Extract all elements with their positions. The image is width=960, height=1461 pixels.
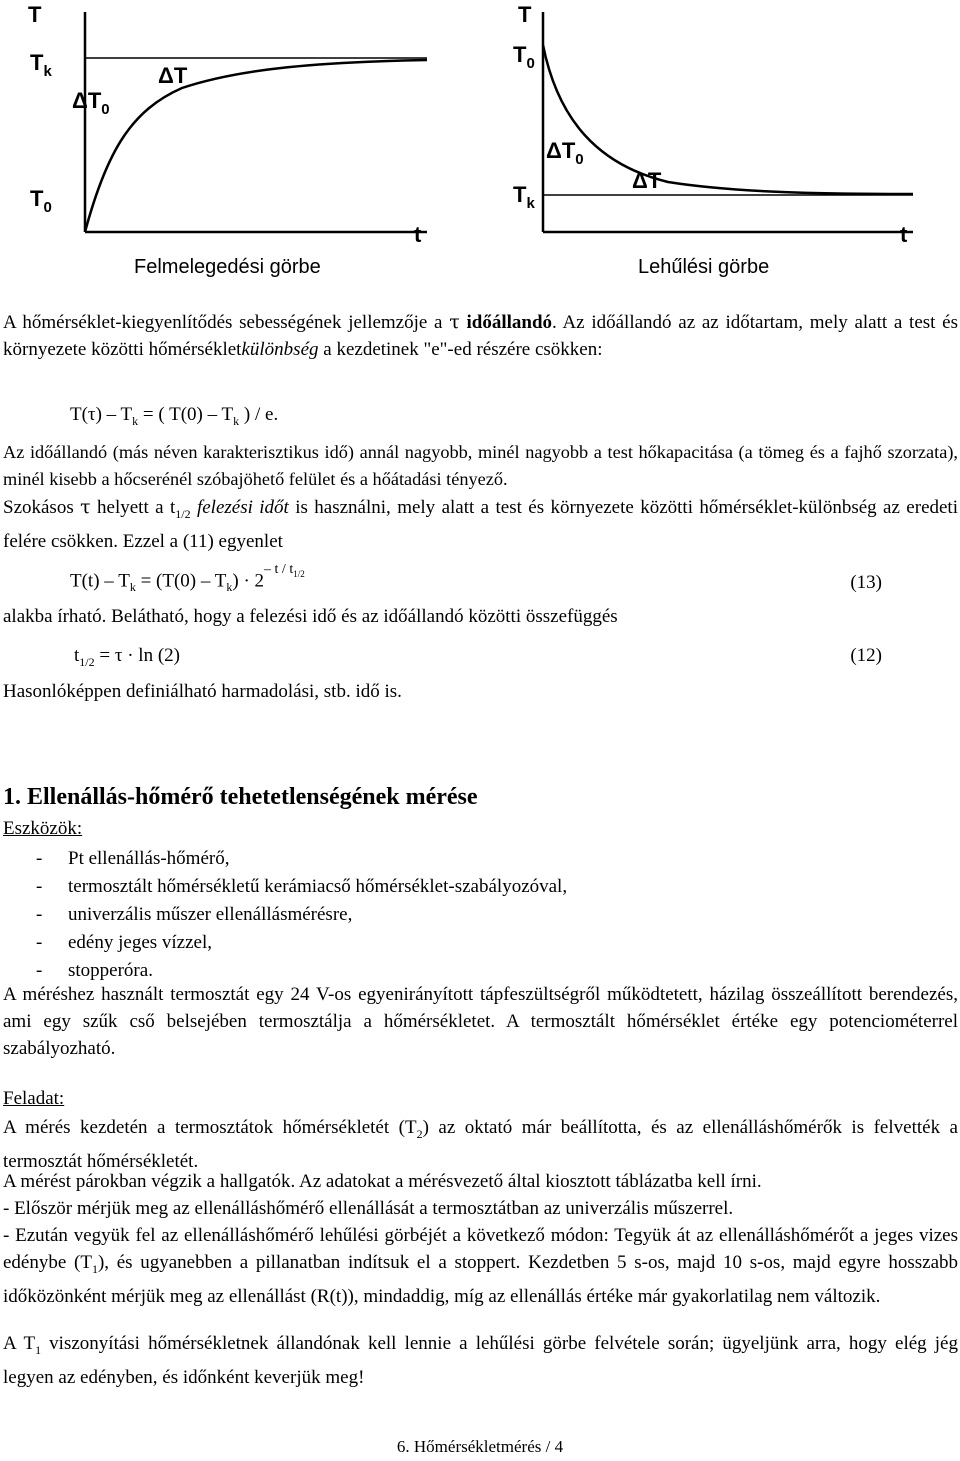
heating-label-Tk: $T_k$ (30, 50, 52, 80)
cooling-label-Tk: $T_k$ (513, 182, 535, 212)
equation-12-number: (12) (850, 645, 882, 666)
task-label: Feladat: (3, 1088, 65, 1109)
heating-curve-graph (22, 0, 442, 250)
paragraph-similar: Hasonlóképpen definiálható harmadolási, stb. idő is. (3, 681, 402, 702)
page-footer: 6. Hőmérsékletmérés / 4 (396, 1437, 564, 1456)
heating-axis-t: t (414, 222, 422, 247)
cooling-curve (543, 45, 913, 194)
paragraph-task-start: A mérés kezdetén a termosztátok hőmérsékletét $(T_2)$ az oktató már beállította, és az ellenálláshőmérők is felvették a termosztát hőmérsékletét. (3, 1117, 958, 1172)
paragraph-characteristic-time: Az időállandó (más néven karakterisztikus idő) annál nagyobb, minél nagyobb a test hőkapacitása (a tömeg és a fajhő szorzata), minél kisebb a hőcserénél szóbajöhető felület és a hőátadási tényező. (3, 442, 958, 489)
heating-curve (85, 60, 427, 232)
paragraph-time-constant: A hőmérséklet-kiegyenlítődés sebességének jellemzője a τ időállandó. Az időállandó az az időtartam, mely alatt a test és környezete közötti hőmérsékletkülönbség a kezdetinek "e"-ed részére csökken: (3, 311, 958, 360)
cooling-label-dT0: $\Delta T_0$ (546, 138, 584, 168)
section-title: 1. Ellenállás-hőmérő tehetetlenségének mérése (3, 784, 478, 810)
cooling-caption: Lehűlési görbe (638, 256, 770, 278)
heating-caption: Felmelegedési görbe (134, 256, 321, 278)
equation-12: $t_{1/2} = \tau \cdot \ln (2)$ (74, 645, 180, 669)
heating-axis-T: T (28, 2, 42, 27)
equation-13-number: (13) (850, 572, 882, 593)
tools-label: Eszközök: (3, 818, 83, 839)
list-item: - Pt ellenállás-hőmérő, (36, 848, 230, 869)
cooling-axis-T: T (518, 2, 532, 27)
list-item: - stopperóra. (36, 960, 153, 981)
paragraph-pairs: A mérést párokban végzik a hallgatók. Az adatokat a mérésvezető által kiosztott táblázatba kell írni. (3, 1171, 762, 1192)
cooling-label-dT: ΔT (632, 168, 662, 193)
cooling-axis-t: t (900, 222, 908, 247)
heating-label-dT0: $\Delta T_0$ (72, 88, 110, 118)
paragraph-step-1: - Először mérjük meg az ellenálláshőmérő ellenállását a termosztátban az univerzális műszerrel. (3, 1198, 734, 1219)
paragraph-thermostat: A méréshez használt termosztát egy 24 V-os egyenirányított tápfeszültségről működtetett, házilag összeállított berendezés, ami egy szűk cső belsejében termosztálja a hőmérsékletet. A termosztált hőmérséklet értéke egy potenciométerrel szabályozható. (3, 984, 958, 1059)
equation-tau: $T(\tau) - T_k$ = ( $T(0) - T_k$ ) / e. (70, 404, 279, 428)
list-item: - termosztált hőmérsékletű kerámiacső hőmérséklet-szabályozóval, (36, 876, 568, 897)
heating-label-T0: $T_0$ (30, 186, 52, 216)
list-item: - edény jeges vízzel, (36, 932, 213, 953)
equation-13: $T(t) - T_k = (T(0) - T_k) \cdot 2^{- t / t_{1/2}}$ (70, 562, 305, 595)
cooling-label-T0: $T_0$ (513, 42, 535, 72)
list-item: - univerzális műszer ellenállásmérésre, (36, 904, 353, 925)
cooling-curve-graph (508, 0, 928, 250)
tools-list (36, 845, 567, 985)
heating-label-dT: ΔT (158, 63, 188, 88)
paragraph-relation: alakba írható. Belátható, hogy a felezési idő és az időállandó közötti összefüggés (3, 606, 618, 627)
paragraph-reference-temp: A $T_1$ viszonyítási hőmérsékletnek állandónak kell lennie a lehűlési görbe felvétele során; ügyeljünk arra, hogy elég jég legyen az edényben, és időnként keverjük meg! (3, 1333, 958, 1388)
paragraph-half-life: Szokásos τ helyett a $t_{1/2}$ felezési időt is használni, mely alatt a test és környezete közötti hőmérséklet-különbség az eredeti felére csökken. Ezzel a (11) egyenlet (3, 496, 958, 552)
paragraph-step-2: - Ezután vegyük fel az ellenálláshőmérő lehűlési görbéjét a következő módon: Tegyük át az ellenálláshőmérőt a jeges vizes edénybe $(T_1)$, és ugyanebben a pillanatban indítsuk el a stoppert. Kezdetben 5 s-os, majd 10 s-os, majd egyre hosszabb időközönként mérjük meg az ellenállást (R(t)), mindaddig, míg az ellenállás értéke már gyakorlatilag nem változik. (3, 1225, 958, 1307)
